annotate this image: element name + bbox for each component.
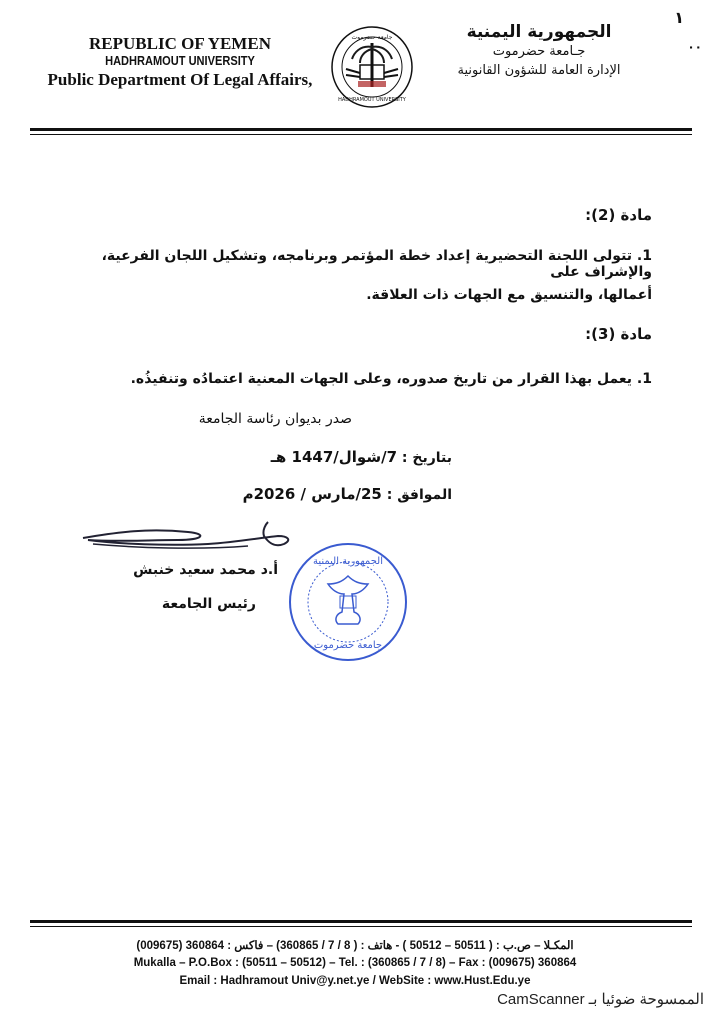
page-mark-2: ٠٠ [687, 40, 702, 54]
signature [78, 518, 308, 568]
article-3-item-1-number: 1. [636, 371, 652, 387]
footer-divider-thin [30, 926, 692, 927]
footer-divider [30, 920, 692, 923]
article-2-item-1-text: تتولى اللجنة التحضيرية إعداد خطة المؤتمر وبرنامجه، وتشكيل اللجان الفرعية، والإشراف على [101, 248, 652, 280]
article-2-item-1-number: 1. [636, 248, 652, 264]
article-3-item-1-line1 [131, 371, 652, 387]
hijri-date-label: بتاريخ : [401, 450, 452, 466]
header-en-university: HADHRAMOUT UNIVERSITY [105, 53, 255, 68]
stamp-bottom-text: جامعة حضرموت [313, 640, 383, 651]
signatory-title: رئيس الجامعة [161, 596, 256, 612]
gregorian-date [243, 485, 452, 503]
logo-top-text: جامعة حضرموت [351, 34, 393, 41]
article-2-item-1-line1 [32, 248, 652, 280]
gregorian-date-label: الموافق : [386, 487, 452, 503]
university-stamp [286, 540, 410, 664]
footer-arabic-contact: المكـلا – ص.ب : ( 50511 – 50512 ) - هاتف : ( 8 / 7 / 360865) – فاكس : 360864 (009675) [136, 940, 574, 952]
header-ar-country: الجمهورية اليمنية [466, 22, 612, 42]
footer-english-contact: Mukalla – P.O.Box : (50511 – 50512) – Tel. : (360865 / 7 / 8) – Fax : (009675) 360864 [133, 957, 577, 969]
logo-bottom-text: HADHRAMOUT UNIVERSITY [338, 97, 406, 103]
university-logo [330, 25, 414, 109]
article-2-heading: مادة (2): [585, 206, 652, 224]
hijri-date [271, 448, 452, 466]
hijri-date-value: 7/شوال/1447 هـ [270, 448, 398, 466]
signatory-name: أ.د محمد سعيد خنبش [133, 562, 278, 578]
header-divider-thin [30, 134, 692, 135]
issued-line: صدر بديوان رئاسة الجامعة [198, 411, 352, 427]
article-3-heading: مادة (3): [585, 325, 652, 343]
article-2-item-1-line2: أعمالها، والتنسيق مع الجهات ذات العلاقة. [366, 287, 652, 303]
footer-english-web: Email : Hadhramout Univ@y.net.ye / WebSite : www.Hust.Edu.ye [179, 975, 531, 987]
header-divider [30, 128, 692, 131]
article-3-item-1-text: يعمل بهذا القرار من تاريخ صدوره، وعلى الجهات المعنية اعتمادُه وتنفيذُه. [130, 371, 633, 387]
header-ar-university: جـامعة حضرموت [492, 44, 586, 59]
scanner-watermark: الممسوحة ضوئيا بـ CamScanner [497, 991, 704, 1008]
header-en-country: REPUBLIC OF YEMEN [89, 34, 271, 53]
page-mark: ١ [674, 8, 684, 27]
header-ar-department: الإدارة العامة للشؤون القانونية [457, 63, 621, 78]
gregorian-date-value: 25/مارس / 2026م [242, 485, 382, 503]
stamp-top-text: الجمهورية اليمنية [312, 556, 384, 567]
header-en-department: Public Department Of Legal Affairs, [47, 70, 313, 89]
